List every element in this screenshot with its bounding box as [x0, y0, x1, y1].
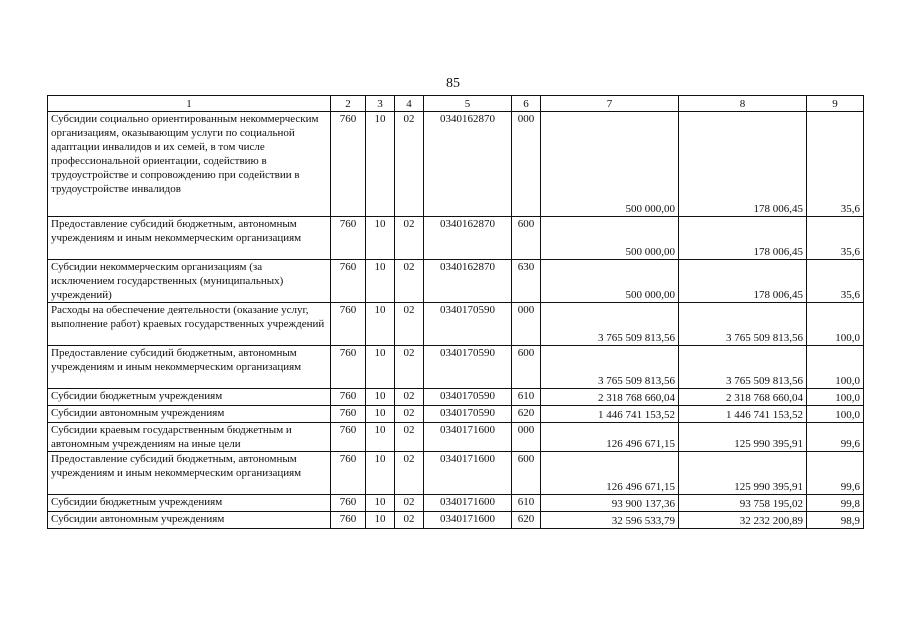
- budget-table: [47, 95, 864, 529]
- actual-amount-cell: 3 765 509 813,56: [679, 303, 807, 346]
- section-cell: 10: [366, 512, 395, 529]
- subsection-cell: 02: [395, 406, 424, 423]
- subsection-cell: 02: [395, 423, 424, 452]
- table-row: [48, 260, 864, 303]
- table-header-row: [48, 96, 864, 112]
- column-header: 2: [331, 96, 366, 112]
- actual-amount-cell: 125 990 395,91: [679, 452, 807, 495]
- expense-type-cell: 600: [512, 346, 541, 389]
- row-name-cell: Субсидии некоммерческим организациям (за исключением государственных (муниципальных) учреждений): [48, 260, 331, 303]
- row-name-cell: Субсидии социально ориентированным некоммерческим организациям, оказывающим услуги по социальной адаптации инвалидов и их семей, в том числе профессиональной ориентации, содействию в трудоустройстве и сопровождению при содействии в трудоустройстве инвалидов: [48, 112, 331, 217]
- table-body: [48, 112, 864, 529]
- row-name-cell: Предоставление субсидий бюджетным, автономным учреждениям и иным некоммерческим организациям: [48, 217, 331, 260]
- execution-percent-cell: 35,6: [807, 260, 864, 303]
- section-cell: 10: [366, 406, 395, 423]
- row-name-cell: Субсидии автономным учреждениям: [48, 512, 331, 529]
- actual-amount-cell: 125 990 395,91: [679, 423, 807, 452]
- execution-percent-cell: 100,0: [807, 346, 864, 389]
- row-name-cell: Предоставление субсидий бюджетным, автономным учреждениям и иным некоммерческим организациям: [48, 452, 331, 495]
- section-cell: 10: [366, 217, 395, 260]
- expense-type-cell: 610: [512, 495, 541, 512]
- execution-percent-cell: 100,0: [807, 406, 864, 423]
- row-name-cell: Субсидии бюджетным учреждениям: [48, 389, 331, 406]
- execution-percent-cell: 100,0: [807, 389, 864, 406]
- planned-amount-cell: 2 318 768 660,04: [541, 389, 679, 406]
- subsection-cell: 02: [395, 112, 424, 217]
- subsection-cell: 02: [395, 495, 424, 512]
- target-article-cell: 0340162870: [424, 217, 512, 260]
- column-header: 1: [48, 96, 331, 112]
- section-cell: 10: [366, 303, 395, 346]
- section-cell: 10: [366, 112, 395, 217]
- actual-amount-cell: 178 006,45: [679, 217, 807, 260]
- column-header: 7: [541, 96, 679, 112]
- execution-percent-cell: 100,0: [807, 303, 864, 346]
- target-article-cell: 0340162870: [424, 260, 512, 303]
- subsection-cell: 02: [395, 389, 424, 406]
- row-name-cell: Расходы на обеспечение деятельности (оказание услуг, выполнение работ) краевых государственных учреждений: [48, 303, 331, 346]
- execution-percent-cell: 99,8: [807, 495, 864, 512]
- planned-amount-cell: 500 000,00: [541, 260, 679, 303]
- execution-percent-cell: 99,6: [807, 423, 864, 452]
- column-header: 4: [395, 96, 424, 112]
- planned-amount-cell: 3 765 509 813,56: [541, 346, 679, 389]
- planned-amount-cell: 126 496 671,15: [541, 423, 679, 452]
- execution-percent-cell: 98,9: [807, 512, 864, 529]
- subsection-cell: 02: [395, 217, 424, 260]
- actual-amount-cell: 178 006,45: [679, 112, 807, 217]
- expense-type-cell: 000: [512, 303, 541, 346]
- actual-amount-cell: 2 318 768 660,04: [679, 389, 807, 406]
- subsection-cell: 02: [395, 260, 424, 303]
- target-article-cell: 0340170590: [424, 389, 512, 406]
- target-article-cell: 0340170590: [424, 303, 512, 346]
- actual-amount-cell: 32 232 200,89: [679, 512, 807, 529]
- actual-amount-cell: 3 765 509 813,56: [679, 346, 807, 389]
- table-row: [48, 303, 864, 346]
- expense-type-cell: 600: [512, 217, 541, 260]
- subsection-cell: 02: [395, 452, 424, 495]
- actual-amount-cell: 1 446 741 153,52: [679, 406, 807, 423]
- target-article-cell: 0340170590: [424, 346, 512, 389]
- admin-code-cell: 760: [331, 406, 366, 423]
- column-header: 8: [679, 96, 807, 112]
- section-cell: 10: [366, 346, 395, 389]
- table-row: [48, 346, 864, 389]
- row-name-cell: Субсидии краевым государственным бюджетным и автономным учреждениям на иные цели: [48, 423, 331, 452]
- admin-code-cell: 760: [331, 495, 366, 512]
- table-row: [48, 217, 864, 260]
- execution-percent-cell: 35,6: [807, 112, 864, 217]
- planned-amount-cell: 126 496 671,15: [541, 452, 679, 495]
- target-article-cell: 0340171600: [424, 512, 512, 529]
- table-row: [48, 452, 864, 495]
- table-row: [48, 495, 864, 512]
- table-row: [48, 512, 864, 529]
- admin-code-cell: 760: [331, 423, 366, 452]
- section-cell: 10: [366, 452, 395, 495]
- target-article-cell: 0340170590: [424, 406, 512, 423]
- admin-code-cell: 760: [331, 512, 366, 529]
- row-name-cell: Субсидии бюджетным учреждениям: [48, 495, 331, 512]
- admin-code-cell: 760: [331, 217, 366, 260]
- section-cell: 10: [366, 389, 395, 406]
- expense-type-cell: 630: [512, 260, 541, 303]
- row-name-cell: Субсидии автономным учреждениям: [48, 406, 331, 423]
- expense-type-cell: 600: [512, 452, 541, 495]
- admin-code-cell: 760: [331, 389, 366, 406]
- actual-amount-cell: 178 006,45: [679, 260, 807, 303]
- planned-amount-cell: 3 765 509 813,56: [541, 303, 679, 346]
- admin-code-cell: 760: [331, 452, 366, 495]
- planned-amount-cell: 500 000,00: [541, 112, 679, 217]
- planned-amount-cell: 1 446 741 153,52: [541, 406, 679, 423]
- target-article-cell: 0340171600: [424, 423, 512, 452]
- expense-type-cell: 620: [512, 406, 541, 423]
- admin-code-cell: 760: [331, 303, 366, 346]
- column-header: 6: [512, 96, 541, 112]
- expense-type-cell: 000: [512, 423, 541, 452]
- expense-type-cell: 610: [512, 389, 541, 406]
- expense-type-cell: 620: [512, 512, 541, 529]
- table-row: [48, 423, 864, 452]
- section-cell: 10: [366, 495, 395, 512]
- expense-type-cell: 000: [512, 112, 541, 217]
- table-row: [48, 406, 864, 423]
- column-header: 9: [807, 96, 864, 112]
- actual-amount-cell: 93 758 195,02: [679, 495, 807, 512]
- table-row: [48, 112, 864, 217]
- planned-amount-cell: 500 000,00: [541, 217, 679, 260]
- subsection-cell: 02: [395, 303, 424, 346]
- column-header: 5: [424, 96, 512, 112]
- subsection-cell: 02: [395, 512, 424, 529]
- target-article-cell: 0340162870: [424, 112, 512, 217]
- target-article-cell: 0340171600: [424, 452, 512, 495]
- section-cell: 10: [366, 260, 395, 303]
- execution-percent-cell: 99,6: [807, 452, 864, 495]
- planned-amount-cell: 93 900 137,36: [541, 495, 679, 512]
- planned-amount-cell: 32 596 533,79: [541, 512, 679, 529]
- execution-percent-cell: 35,6: [807, 217, 864, 260]
- section-cell: 10: [366, 423, 395, 452]
- column-header: 3: [366, 96, 395, 112]
- target-article-cell: 0340171600: [424, 495, 512, 512]
- admin-code-cell: 760: [331, 260, 366, 303]
- subsection-cell: 02: [395, 346, 424, 389]
- admin-code-cell: 760: [331, 112, 366, 217]
- row-name-cell: Предоставление субсидий бюджетным, автономным учреждениям и иным некоммерческим организациям: [48, 346, 331, 389]
- table-row: [48, 389, 864, 406]
- admin-code-cell: 760: [331, 346, 366, 389]
- page-number: 85: [446, 76, 460, 91]
